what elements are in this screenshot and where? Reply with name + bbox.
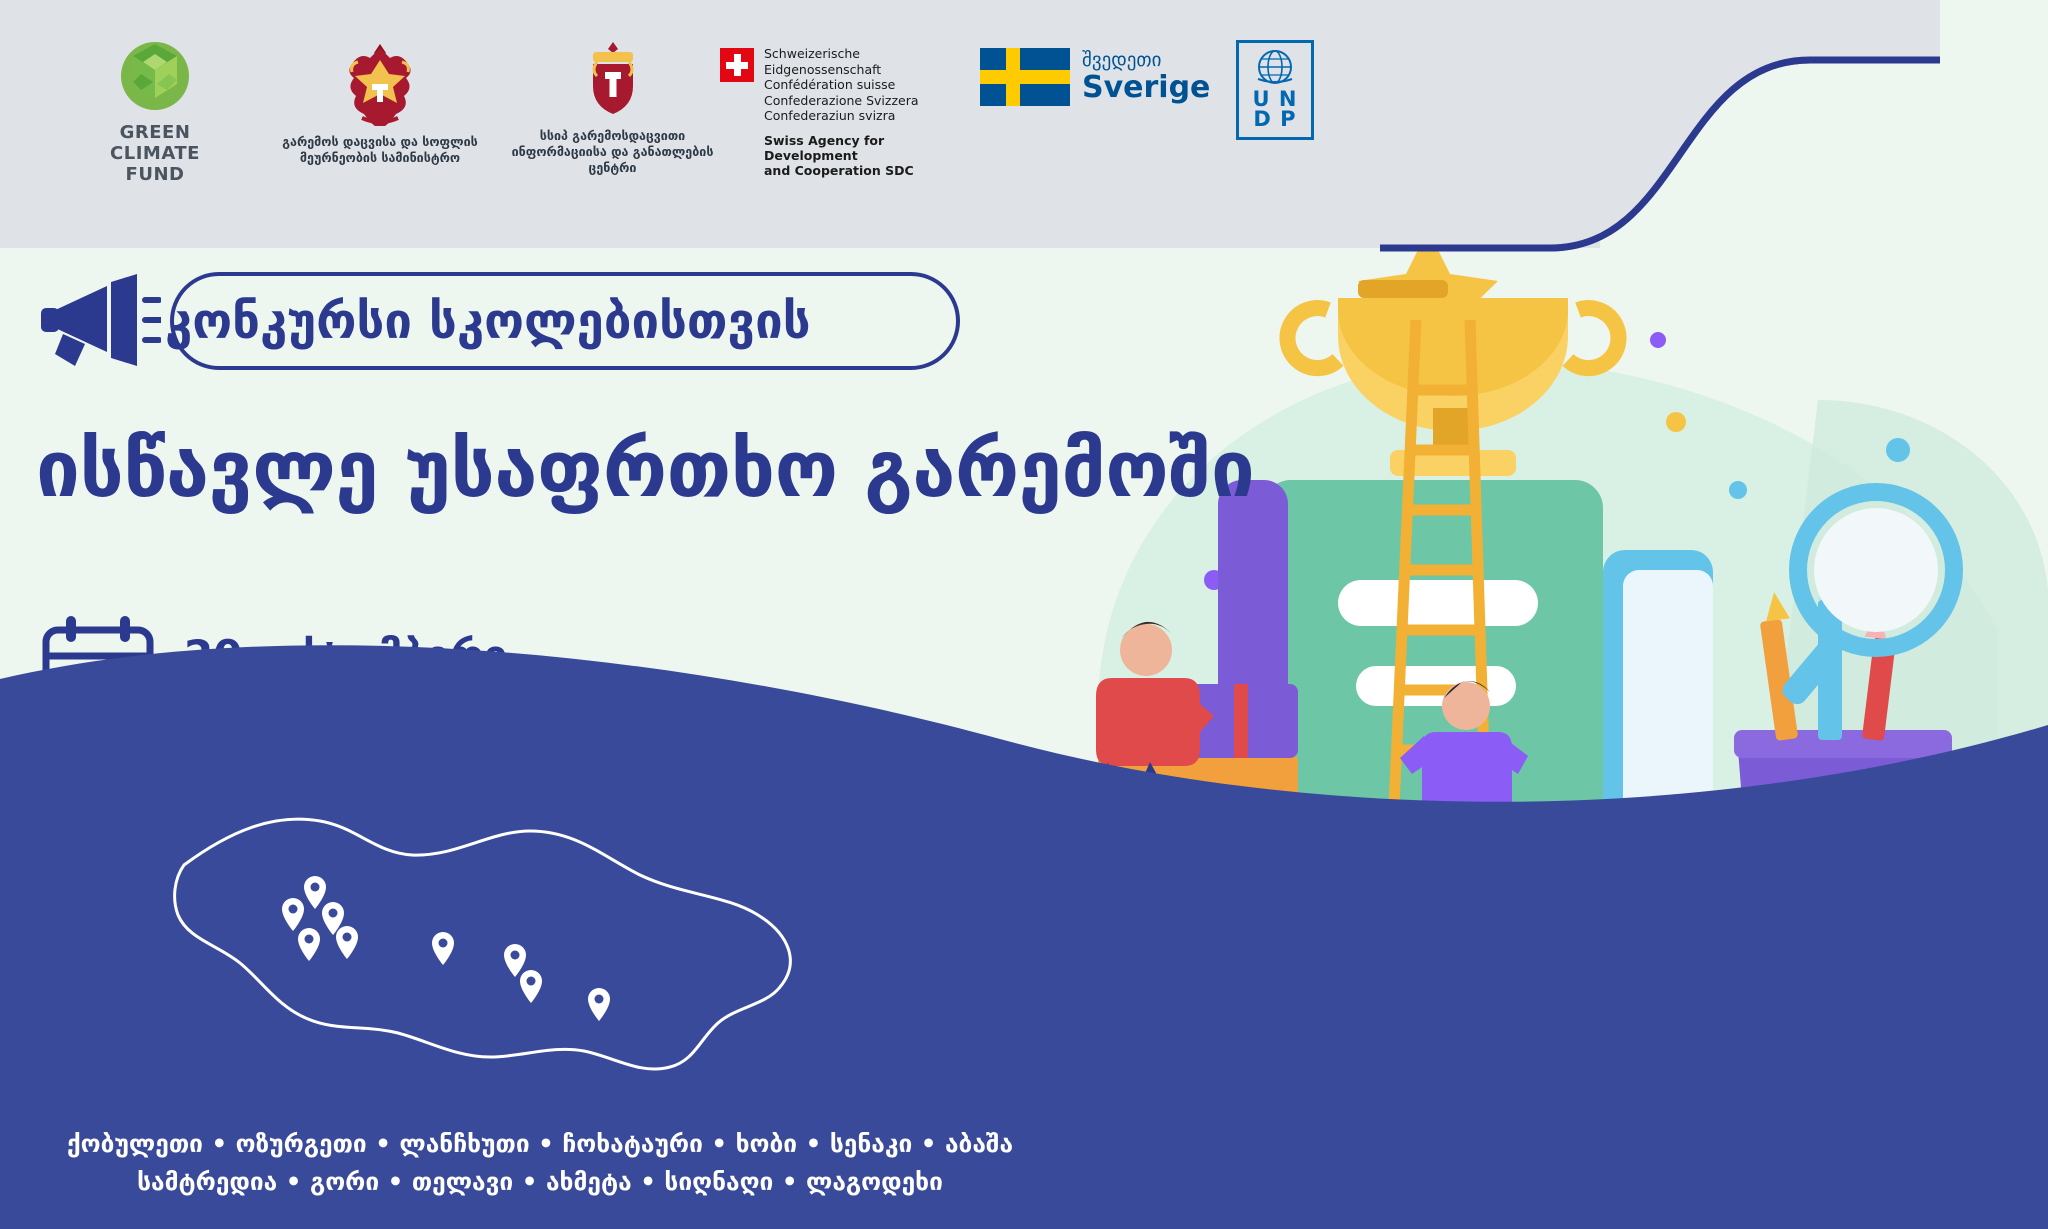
megaphone-icon-wrap bbox=[30, 272, 161, 370]
swiss-cross-icon bbox=[720, 48, 754, 82]
undp-globe-icon bbox=[1252, 46, 1298, 88]
gcf-wordmark: GREEN CLIMATE FUND bbox=[110, 122, 200, 185]
map-pin-icon bbox=[304, 876, 326, 909]
sweden-wordmark: შვედეთი Sverige bbox=[1082, 49, 1211, 105]
nea-crest-icon bbox=[579, 40, 647, 120]
logo-green-climate-fund bbox=[55, 40, 255, 185]
sweden-flag-icon bbox=[980, 48, 1070, 106]
logo-ministry-of-environment bbox=[255, 40, 505, 166]
map-pin-group bbox=[282, 876, 610, 1021]
map-pin-icon bbox=[504, 944, 526, 977]
sdc-wordmark: Schweizerische Eidgenossenschaft Confédération suisse Confederazione Svizzera Confederaziun svizra Swiss Agency for Development and Cooperation SDC bbox=[764, 46, 919, 178]
cities-line-2: სამტრედია • გორი • თელავი • ახმეტა • სიღნაღი • ლაგოდეხი bbox=[137, 1167, 943, 1196]
map-pin-icon bbox=[298, 928, 320, 961]
sponsor-logo-row bbox=[55, 40, 1335, 185]
competition-ribbon bbox=[30, 272, 930, 370]
cities-line-1: ქობულეთი • ოზურგეთი • ლანჩხუთი • ჩოხატაური • ხობი • სენაკი • აბაშა bbox=[66, 1129, 1014, 1158]
undp-box bbox=[1236, 40, 1314, 140]
undp-letters: U N D P bbox=[1252, 87, 1298, 131]
logo-environmental-information-and-education-centre bbox=[505, 40, 720, 176]
logo-sweden bbox=[980, 40, 1215, 106]
ribbon-label: კონკურსი სკოლებისთვის bbox=[165, 292, 811, 350]
map-pin-icon bbox=[588, 988, 610, 1021]
map-pin-icon bbox=[432, 932, 454, 965]
logo-undp bbox=[1215, 40, 1335, 140]
logo-swiss-agency-for-development-and-cooperation bbox=[720, 40, 980, 178]
nea-name: სსიპ გარემოსდაცვითი ინფორმაციისა და განათლების ცენტრი bbox=[511, 128, 714, 175]
page-title: ისწავლე უსაფრთხო გარემოში bbox=[36, 425, 1255, 515]
map-pin-icon bbox=[282, 898, 304, 931]
georgia-map-outline bbox=[170, 791, 820, 1111]
map-pin-icon bbox=[520, 970, 542, 1003]
participating-cities bbox=[0, 1125, 1080, 1201]
megaphone-icon bbox=[33, 272, 161, 370]
georgia-map bbox=[170, 791, 820, 1111]
georgia-coat-of-arms-icon bbox=[342, 40, 418, 126]
ministry-name: გარემოს დაცვისა და სოფლის მეურნეობის სამინისტრო bbox=[282, 134, 478, 165]
map-pin-icon bbox=[336, 926, 358, 959]
globe-polygon-icon bbox=[119, 40, 191, 112]
